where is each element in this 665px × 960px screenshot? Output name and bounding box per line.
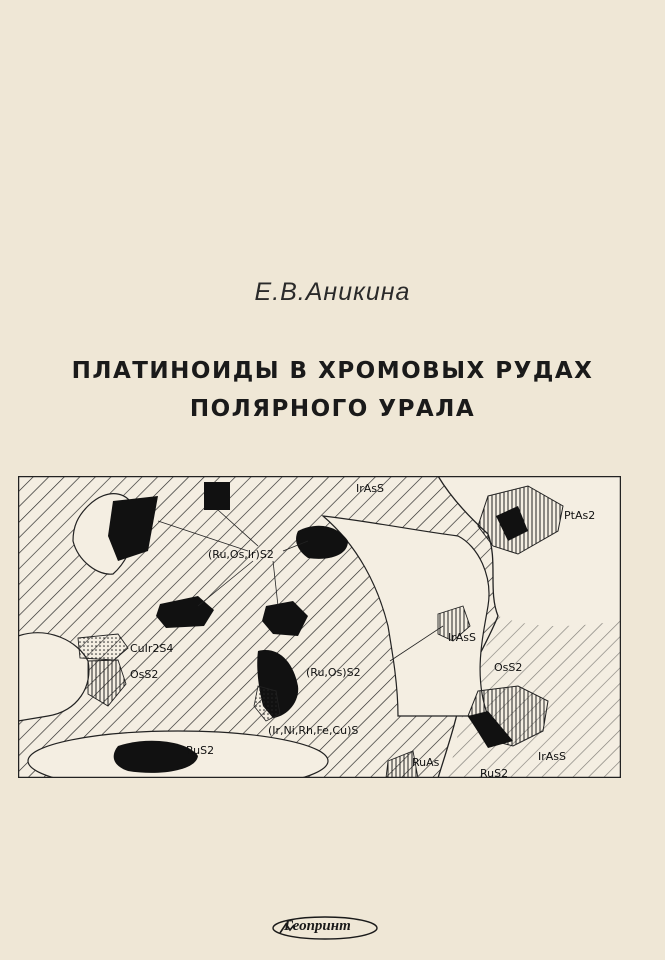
title-line-2: ПОЛЯРНОГО УРАЛА — [189, 396, 476, 422]
label-cuir2s4: CuIr2S4 — [130, 642, 174, 655]
label-oss2-right: OsS2 — [494, 661, 523, 674]
label-ruos-s2: (Ru,Os)S2 — [306, 666, 361, 679]
label-iras-top: IrAsS — [356, 482, 385, 495]
label-ruosir-s2: (Ru,Os,Ir)S2 — [208, 548, 274, 561]
label-oss2-left: OsS2 — [130, 668, 159, 681]
title-line-1: ПЛАТИНОИДЫ В ХРОМОВЫХ РУДАХ — [71, 358, 594, 384]
mineral-diagram — [18, 476, 621, 778]
label-rus2-bottom: RuS2 — [480, 767, 509, 778]
publisher-name: Геопринт — [284, 918, 351, 934]
book-title — [0, 352, 665, 428]
mineral-illustration — [18, 476, 621, 778]
label-ruas: RuAs — [412, 756, 440, 769]
label-iras-mid: IrAsS — [448, 631, 477, 644]
label-rus2-left: RuS2 — [186, 744, 215, 757]
label-irnirhfecu-s: (Ir,Ni,Rh,Fe,Cu)S — [268, 724, 359, 737]
label-ptas2: PtAs2 — [564, 509, 596, 522]
label-iras-low: IrAsS — [538, 750, 567, 763]
publisher-logo — [270, 915, 380, 941]
author-name: Е.В.Аникина — [254, 278, 411, 306]
